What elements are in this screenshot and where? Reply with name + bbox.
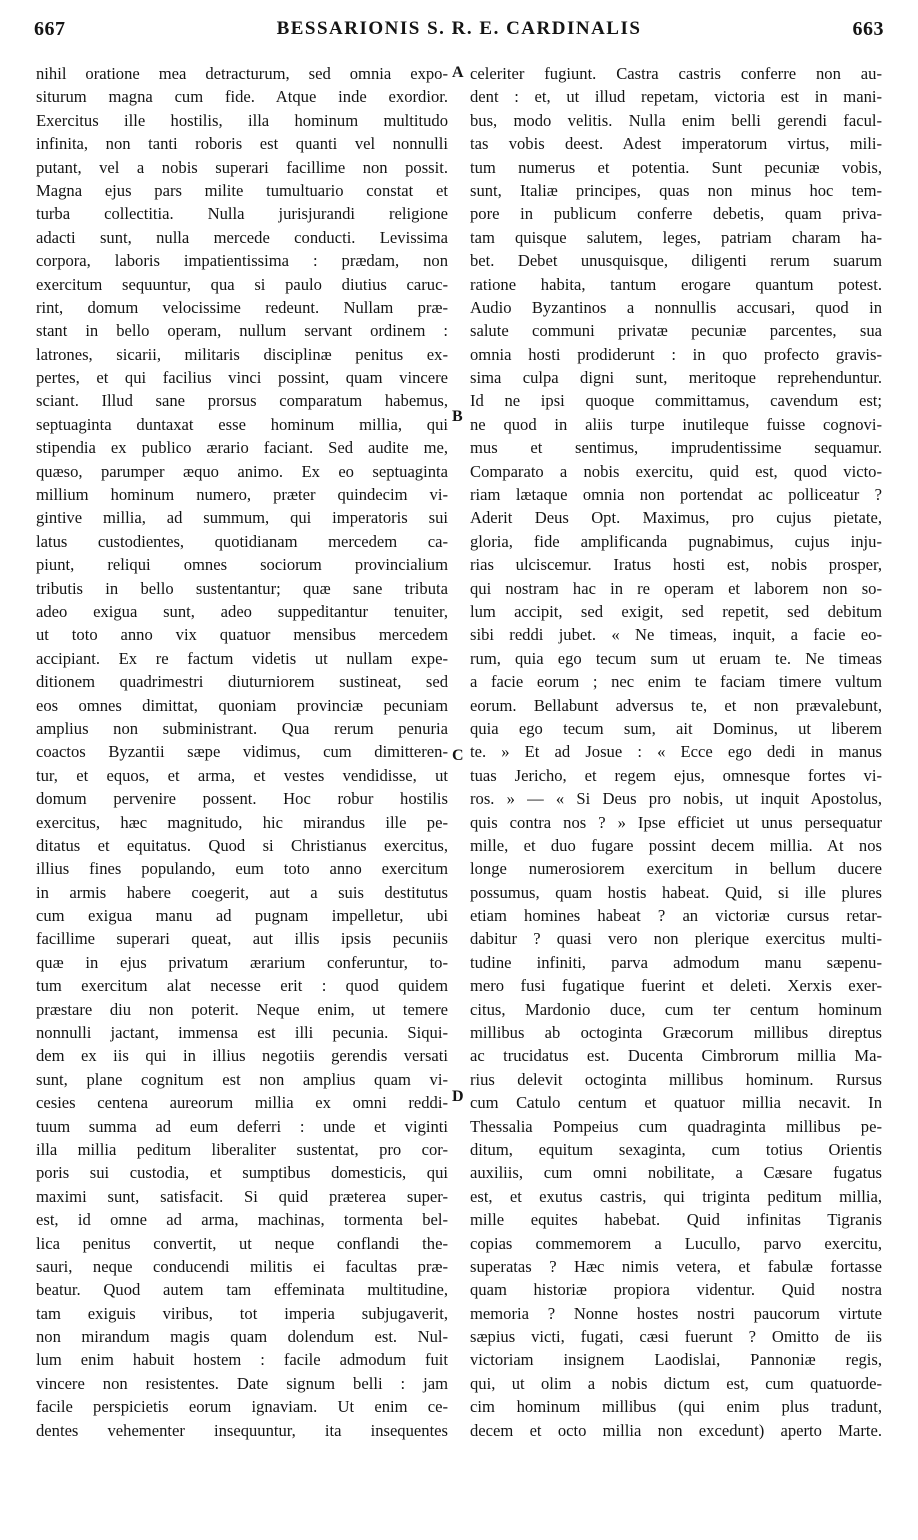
left-column-line: non mirandum magis quam dolendum est. Nul-: [36, 1327, 448, 1347]
left-column-line: tuum summa ad eum deferri : unde et viginti: [36, 1116, 448, 1136]
right-column-line: Id ne ipsi quoque committamus, cavendum est;: [470, 391, 882, 411]
right-column-line: sibi reddi jubet. « Ne timeas, inquit, a facie eo-: [470, 625, 882, 645]
left-column-line: domum pervenire possent. Hoc robur hostilis: [36, 789, 448, 809]
right-column-line: sæpius victi, fugati, cæsi fuerunt ? Omitto de iis: [470, 1327, 882, 1347]
left-column-line: in armis habere coegerit, aut a suis destitutus: [36, 882, 448, 902]
left-column-line: gintive millia, ad summum, qui imperatoris sui: [36, 508, 448, 528]
right-column-line: ac trucidatus est. Ducenta Cimbrorum millia Ma-: [470, 1046, 882, 1066]
left-column-line: tum exercitum alat necesse erit : quod quidem: [36, 976, 448, 996]
left-column-line: adeo exigua sunt, adeo suppeditantur tenuiter,: [36, 601, 448, 621]
right-column-line: rias ulciscemur. Iratus hosti est, nobis prosper,: [470, 555, 882, 575]
left-column-line: ditatus et equitatus. Quod si Christianus exercitus,: [36, 835, 448, 855]
left-text-column: [36, 62, 448, 1482]
right-column-line: tuas Jericho, et regem ejus, omnesque fortes vi-: [470, 765, 882, 785]
right-column-line: Thessalia Pompeius cum quadraginta millibus pe-: [470, 1116, 882, 1136]
left-column-line: stipendia ex publico ærario faciant. Sed audite me,: [36, 438, 448, 458]
right-column-line: qui, ut olim a nobis dictum est, cum quatuorde-: [470, 1373, 882, 1393]
margin-marker-b: B: [452, 408, 463, 425]
right-column-line: tum numerus et potentia. Sunt pecuniæ vobis,: [470, 157, 882, 177]
right-column-line: mille equites habebat. Quid infinitas Tigranis: [470, 1210, 882, 1230]
right-column-line: mero fusi fugatique fuerint et deleti. Xerxis exer-: [470, 976, 882, 996]
right-column-line: celeriter fugiunt. Castra castris conferre non au-: [470, 64, 882, 83]
right-column-line: eorum. Bellabunt adversus te, et non prævalebunt,: [470, 695, 882, 715]
right-column-line: riam lætaque omnia non portendat ac polliceatur ?: [470, 485, 882, 505]
left-column-line: facile perspicietis eorum ignaviam. Ut enim ce-: [36, 1397, 448, 1417]
left-column-line: dem ex iis qui in illius negotiis gerendis versati: [36, 1046, 448, 1066]
left-column-line: ut toto anno vix quatuor mensibus mercedem: [36, 625, 448, 645]
right-column-line: gloria, fide amplificanda pugnabimus, cujus inju-: [470, 531, 882, 551]
left-column-line: cum exigua manu ad pugnam impelletur, ubi: [36, 906, 448, 926]
right-column-line: possumus, quam hostis habeat. Quid, si ille plures: [470, 882, 882, 902]
left-column-line: tur, et equos, et arma, et vestes vendidisse, ut: [36, 765, 448, 785]
left-column-line: sauri, neque conducendi militis ei facultas præ-: [36, 1256, 448, 1276]
right-column-line: ros. » — « Si Deus pro nobis, ut inquit Apostolus,: [470, 789, 882, 809]
right-column-line: victoriam insignem Laodislai, Pannoniæ regis,: [470, 1350, 882, 1370]
right-column-line: copias commemorem a Lucullo, parvo exercitu,: [470, 1233, 882, 1253]
right-column-line: cum Catulo centum et quatuor millia necavit. In: [470, 1093, 882, 1113]
left-column-line: tributis in bello sustentantur; quæ sane tributa: [36, 578, 448, 598]
right-column-line: lum accipit, sed exigit, sed repetit, sed debitum: [470, 601, 882, 621]
margin-marker-d: D: [452, 1088, 464, 1105]
left-column-line: rint, domum velocissime redeunt. Nullam præ-: [36, 297, 448, 317]
left-column-line: beatur. Quod autem tam effeminata multitudine,: [36, 1280, 448, 1300]
left-column-line: sciant. Illud sane prorsus comparatum habemus,: [36, 391, 448, 411]
right-column-line: decem et octo millia non excedunt) aperto Marte.: [470, 1420, 882, 1440]
right-column-line: omnia hosti prodiderunt : in quo profecto gravis-: [470, 344, 882, 364]
right-column-line: ne quod in aliis turpe inutileque fuisse cognovi-: [470, 414, 882, 434]
left-column-line: latrones, sicarii, militaris disciplinæ penitus ex-: [36, 344, 448, 364]
left-column-line: siturum magna cum fide. Atque inde exordior.: [36, 87, 448, 107]
right-column-line: etiam homines habeat ? an victoriæ cursus retar-: [470, 906, 882, 926]
left-column-line: sunt, plane cognitum est non amplius quam vi-: [36, 1069, 448, 1089]
left-column-line: nonnulli jactant, immensa est illi pecunia. Siqui-: [36, 1023, 448, 1043]
left-column-line: turba collectitia. Nulla jurisjurandi religione: [36, 204, 448, 224]
right-column-line: tudine infiniti, parva admodum manu sæpenu-: [470, 952, 882, 972]
right-column-line: memoria ? Nonne hostes nostri paucorum virtute: [470, 1303, 882, 1323]
left-column-line: est, id omne ad arma, machinas, tormenta bel-: [36, 1210, 448, 1230]
left-column-line: corpora, laboris impatientissima : prædam, non: [36, 251, 448, 271]
left-column-line: putant, vel a nobis superari facillime non possit.: [36, 157, 448, 177]
right-column-line: tas vobis deest. Adest imperatorum virtus, mili-: [470, 134, 882, 154]
left-column-line: quæso, parumper æquo animo. Ex eo septuaginta: [36, 461, 448, 481]
left-column-line: septuaginta duntaxat esse hominum millia, qui: [36, 414, 448, 434]
left-column-line: piunt, reliqui omnes sociorum provincialium: [36, 555, 448, 575]
right-column-line: ditum, equitum sexaginta, cum totius Orientis: [470, 1139, 882, 1159]
left-column-line: Magna ejus pars milite tumultuario constat et: [36, 180, 448, 200]
left-column-line: dentes vehementer insequuntur, ita insequentes: [36, 1420, 448, 1440]
right-column-line: longe numerosiorem exercitum in bellum ducere: [470, 859, 882, 879]
left-column-line: Exercitus ille hostilis, illa hominum multitudo: [36, 110, 448, 130]
left-page-number: 667: [34, 17, 66, 40]
left-column-line: præstare diu non poterit. Neque enim, ut temere: [36, 999, 448, 1019]
left-column-line: eos omnes dimittat, quoniam provinciæ pecuniam: [36, 695, 448, 715]
right-column-line: salute communi privatæ pecuniæ parcentes, sua: [470, 321, 882, 341]
left-column-line: tam exiguis viribus, tot imperia subjugaverit,: [36, 1303, 448, 1323]
right-column-line: bet. Debet unusquisque, diligenti rerum suarum: [470, 251, 882, 271]
left-column-line: lica penitus convertit, ut neque conflandi the-: [36, 1233, 448, 1253]
right-column-line: pore in publicum conferre debetis, quam priva-: [470, 204, 882, 224]
right-column-line: dent : et, ut illud repetam, victoria est in mani-: [470, 87, 882, 107]
right-column-line: superatas ? Hæc nimis vetera, et fabulæ fortasse: [470, 1256, 882, 1276]
left-column-line: latus custodientes, quotidianam mercedem ca-: [36, 531, 448, 551]
right-column-line: mus et sentimus, imprudentissime sequamur.: [470, 438, 882, 458]
left-column-line: ditionem quadrimestri diuturniorem sustineat, sed: [36, 672, 448, 692]
left-column-line: maximi sunt, satisfacit. Si quid præterea super-: [36, 1186, 448, 1206]
left-column-line: nihil oratione mea detracturum, sed omnia expo-: [36, 64, 448, 83]
right-column-line: auxiliis, cum omni nobilitate, a Cæsare fugatus: [470, 1163, 882, 1183]
right-column-line: sunt, Italiæ principes, quas non minus hoc tem-: [470, 180, 882, 200]
left-column-line: adacti sunt, nulla mercede conducti. Levissima: [36, 227, 448, 247]
right-column-line: tam quisque salutem, leges, patriam charam ha-: [470, 227, 882, 247]
left-column-line: facillime superari queat, aut illis ipsis pecuniis: [36, 929, 448, 949]
right-column-line: qui nostram hac in re operam et laborem non so-: [470, 578, 882, 598]
left-column-line: illa millia peditum liberaliter sustentat, pro cor-: [36, 1139, 448, 1159]
left-column-line: vincere non resistentes. Date signum belli : jam: [36, 1373, 448, 1393]
right-page-number: 663: [852, 17, 884, 40]
left-column-line: millium hominum numero, præter quindecim vi-: [36, 485, 448, 505]
left-column-line: pertes, et qui facilius vinci possint, quam vincere: [36, 368, 448, 388]
margin-marker-c: C: [452, 747, 464, 764]
right-column-line: ratione habita, tantum erogare quantum potest.: [470, 274, 882, 294]
right-column-line: te. » Et ad Josue : « Ecce ego dedi in manus: [470, 742, 882, 762]
right-column-line: citus, Mardonio duce, cum ter centum hominum: [470, 999, 882, 1019]
right-column-line: rius delevit octoginta millibus hominum. Rursus: [470, 1069, 882, 1089]
left-column-line: coactos Byzantii sæpe vidimus, cum dimitteren-: [36, 742, 448, 762]
left-column-line: illius fines populando, eum toto anno exercitum: [36, 859, 448, 879]
right-column-line: mille, et duo fugare possint decem millia. At nos: [470, 835, 882, 855]
left-column-line: stant in bello operam, nullum servant ordinem :: [36, 321, 448, 341]
margin-marker-a: A: [452, 64, 464, 81]
left-column-line: accipiant. Ex re factum videtis ut nullam expe-: [36, 648, 448, 668]
right-column-line: bus, modo velitis. Nulla enim belli gerendi facul-: [470, 110, 882, 130]
right-column-line: Aderit Deus Opt. Maximus, pro cujus pietate,: [470, 508, 882, 528]
right-column-line: quia ego tecum sum, ait Dominus, ut liberem: [470, 718, 882, 738]
left-column-line: quæ in ejus privatum ærarium conferuntur, to-: [36, 952, 448, 972]
left-column-line: exercitum sequuntur, qua si paulo diutius caruc-: [36, 274, 448, 294]
running-title: BESSARIONIS S. R. E. CARDINALIS: [276, 18, 642, 39]
right-column-line: sima culpa digni sunt, meritoque reprehenduntur.: [470, 368, 882, 388]
right-column-line: Audio Byzantinos a nonnullis accusari, quod in: [470, 297, 882, 317]
right-column-line: millibus ab octoginta Græcorum millibus direptus: [470, 1023, 882, 1043]
right-column-line: quam historiæ propiora videntur. Quid nostra: [470, 1280, 882, 1300]
right-column-line: dabitur ? quasi vero non plerique exercitus multi-: [470, 929, 882, 949]
right-text-column: [470, 62, 882, 1482]
left-column-line: cesies centena aureorum millia ex omni reddi-: [36, 1093, 448, 1113]
left-column-line: amplius non subministrant. Qua rerum penuria: [36, 718, 448, 738]
right-column-line: rum, quia ego tecum sum ut eruam te. Ne timeas: [470, 648, 882, 668]
right-column-line: quis contra nos ? » Ipse efficiet ut unus persequatur: [470, 812, 882, 832]
left-column-line: lum enim habuit hostem : facile admodum fuit: [36, 1350, 448, 1370]
left-column-line: exercitus, hæc magnitudo, hic mirandus ille pe-: [36, 812, 448, 832]
right-column-line: Comparato a nobis exercitu, quid est, quod victo-: [470, 461, 882, 481]
right-column-line: cim hominum millibus (qui enim plus tradunt,: [470, 1397, 882, 1417]
running-header: [34, 14, 884, 44]
left-column-line: infinita, non tanti roboris est quanti vel nonnulli: [36, 134, 448, 154]
right-column-line: est, et exutus castris, qui triginta peditum millia,: [470, 1186, 882, 1206]
right-column-line: a facie eorum ; nec enim te faciam timere vultum: [470, 672, 882, 692]
left-column-line: poris sui custodia, et sumptibus domesticis, qui: [36, 1163, 448, 1183]
